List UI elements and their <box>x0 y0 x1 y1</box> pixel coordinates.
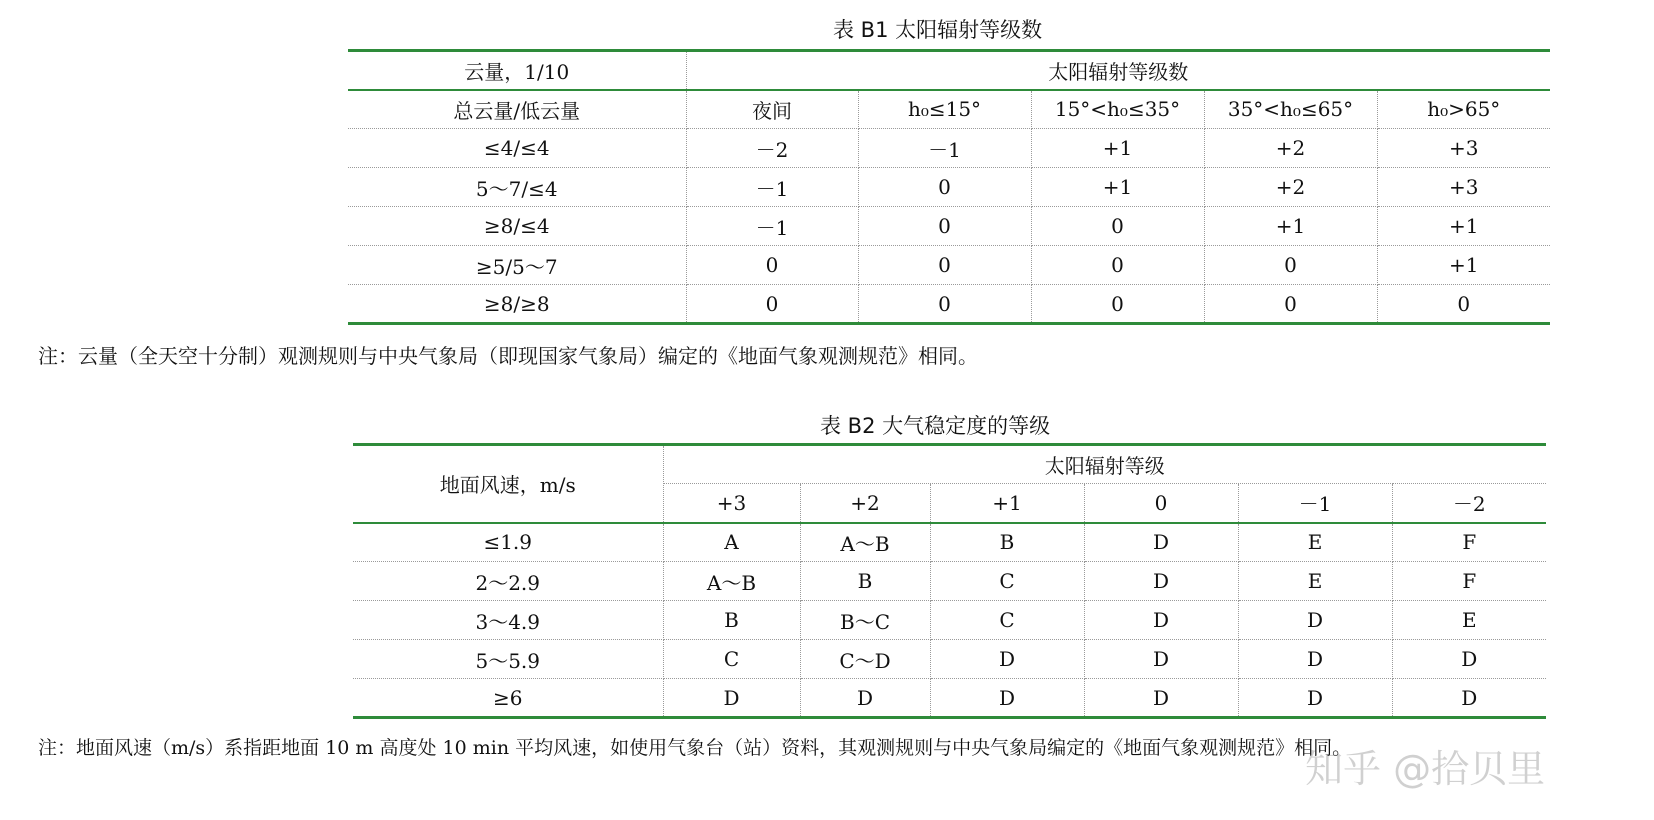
table-cell: E <box>1238 562 1392 601</box>
table-cell: +1 <box>1031 129 1204 168</box>
table-cell: B <box>663 601 800 640</box>
table-cell: D <box>1392 679 1546 718</box>
table2-caption: 表 B2 大气稳定度的等级 <box>820 414 1051 438</box>
table-cell: A～B <box>800 523 930 562</box>
table2-col-p3: +3 <box>663 484 800 523</box>
table-cell: D <box>1238 679 1392 718</box>
table2-header-row-1 <box>353 445 1546 484</box>
table-cell: D <box>930 640 1084 679</box>
watermark: 知乎 @拾贝里 <box>1305 747 1546 791</box>
table-cell: －2 <box>686 129 858 168</box>
table-cell: C <box>930 562 1084 601</box>
table-cell: +2 <box>1204 129 1377 168</box>
table-cell: 0 <box>858 207 1031 246</box>
table-cell: E <box>1392 601 1546 640</box>
table2-header-radiation: 太阳辐射等级 <box>663 445 1546 484</box>
table2-header-wind: 地面风速，m/s <box>353 445 663 523</box>
table-cell: －1 <box>858 129 1031 168</box>
table2-col-0: 0 <box>1084 484 1238 523</box>
table-cell: ≥5/5～7 <box>348 246 686 285</box>
table-cell: +3 <box>1377 129 1550 168</box>
table-cell: D <box>800 679 930 718</box>
table-cell: －1 <box>686 207 858 246</box>
table-row <box>353 640 1546 679</box>
table-cell: ≥6 <box>353 679 663 718</box>
table-row <box>348 207 1550 246</box>
table-cell: B～C <box>800 601 930 640</box>
table-cell: D <box>1392 640 1546 679</box>
table-cell: 3～4.9 <box>353 601 663 640</box>
table-cell: B <box>930 523 1084 562</box>
table-cell: C <box>663 640 800 679</box>
table1-header-row-1 <box>348 51 1550 90</box>
table-cell: D <box>1084 562 1238 601</box>
table-cell: 0 <box>1031 207 1204 246</box>
table-row <box>348 246 1550 285</box>
table-row <box>353 523 1546 562</box>
table-cell: F <box>1392 562 1546 601</box>
table-cell: 0 <box>686 285 858 324</box>
table-cell: A～B <box>663 562 800 601</box>
table-cell: D <box>1084 523 1238 562</box>
table2-col-m2: －2 <box>1392 484 1546 523</box>
table1-col-h65: 35°<h₀≤65° <box>1204 90 1377 129</box>
table-cell: 5～5.9 <box>353 640 663 679</box>
table-cell: 0 <box>1377 285 1550 324</box>
table-cell: +1 <box>1204 207 1377 246</box>
table-cell: D <box>1238 601 1392 640</box>
table-cell: C <box>930 601 1084 640</box>
table-cell: 2～2.9 <box>353 562 663 601</box>
table-cell: +1 <box>1031 168 1204 207</box>
table-cell: ≥8/≥8 <box>348 285 686 324</box>
table2-col-p1: +1 <box>930 484 1084 523</box>
table-cell: 0 <box>1031 246 1204 285</box>
table-cell: 0 <box>1204 285 1377 324</box>
table-cell: +3 <box>1377 168 1550 207</box>
table-cell: B <box>800 562 930 601</box>
table-cell: 0 <box>858 168 1031 207</box>
table-cell: A <box>663 523 800 562</box>
table1-note: 注：云量（全天空十分制）观测规则与中央气象局（即现国家气象局）编定的《地面气象观测规范》相同。 <box>38 344 978 368</box>
stability-class-table <box>353 443 1546 719</box>
table-cell: +1 <box>1377 207 1550 246</box>
table-cell: 0 <box>1031 285 1204 324</box>
table-cell: －1 <box>686 168 858 207</box>
table-cell: F <box>1392 523 1546 562</box>
table1-header-row-2 <box>348 90 1550 129</box>
table-cell: D <box>1084 679 1238 718</box>
table1-header-cloud: 云量，1/10 <box>348 51 686 90</box>
table-cell: D <box>930 679 1084 718</box>
table1-col-hgt65: h₀>65° <box>1377 90 1550 129</box>
table-cell: D <box>663 679 800 718</box>
table-cell: +1 <box>1377 246 1550 285</box>
table1-header-radiation: 太阳辐射等级数 <box>686 51 1550 90</box>
table-cell: 5～7/≤4 <box>348 168 686 207</box>
table2-note: 注：地面风速（m/s）系指距地面 10 m 高度处 10 min 平均风速，如使用气象台（站）资料，其观测规则与中央气象局编定的《地面气象观测规范》相同。 <box>38 737 1352 759</box>
table-cell: 0 <box>686 246 858 285</box>
table-cell: 0 <box>1204 246 1377 285</box>
solar-radiation-table <box>348 49 1550 325</box>
table-cell: 0 <box>858 246 1031 285</box>
table2-col-m1: －1 <box>1238 484 1392 523</box>
table1-caption: 表 B1 太阳辐射等级数 <box>833 18 1043 42</box>
table-row <box>348 168 1550 207</box>
table2-col-p2: +2 <box>800 484 930 523</box>
table1-col-cloud: 总云量/低云量 <box>348 90 686 129</box>
table-cell: D <box>1238 640 1392 679</box>
table-cell: 0 <box>858 285 1031 324</box>
table-row <box>353 601 1546 640</box>
table-row <box>348 285 1550 324</box>
table-cell: D <box>1084 640 1238 679</box>
table-row <box>353 562 1546 601</box>
table1-col-h15: h₀≤15° <box>858 90 1031 129</box>
table1-col-night: 夜间 <box>686 90 858 129</box>
table-cell: C～D <box>800 640 930 679</box>
table-cell: E <box>1238 523 1392 562</box>
table-cell: ≤1.9 <box>353 523 663 562</box>
table-cell: D <box>1084 601 1238 640</box>
table-cell: ≥8/≤4 <box>348 207 686 246</box>
table-row <box>353 679 1546 718</box>
table-cell: +2 <box>1204 168 1377 207</box>
table-cell: ≤4/≤4 <box>348 129 686 168</box>
table1-col-h35: 15°<h₀≤35° <box>1031 90 1204 129</box>
table-row <box>348 129 1550 168</box>
